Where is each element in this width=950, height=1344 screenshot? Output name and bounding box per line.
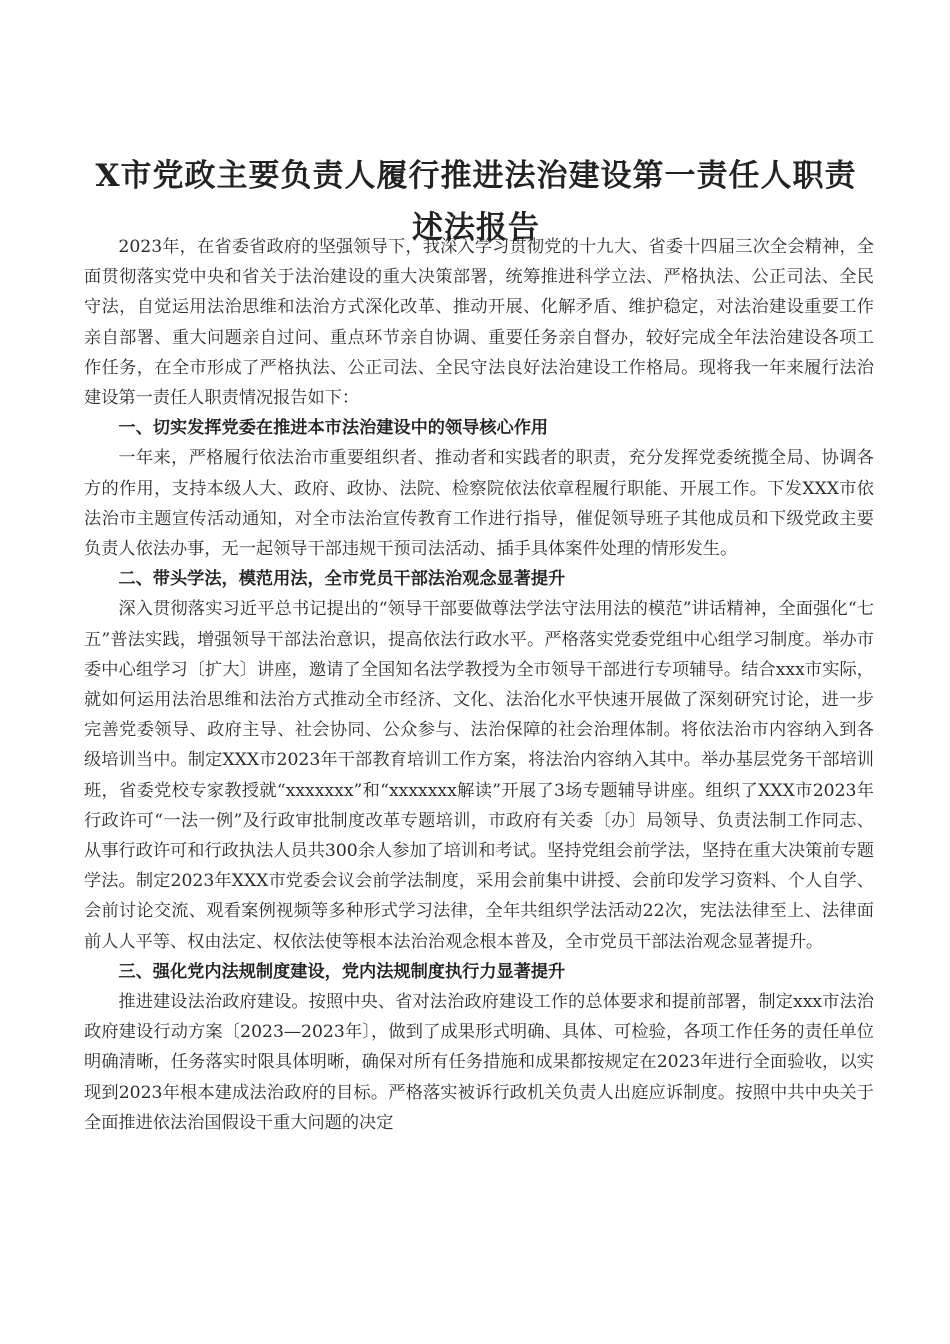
document-title: X市党政主要负责人履行推进法治建设第一责任人职责述法报告: [95, 158, 857, 246]
intro-paragraph: 2023年，在省委省政府的坚强领导下，我深入学习贯彻党的十九大、省委十四届三次全会精神，全面贯彻落实党中央和省关于法治建设的重大决策部署，统筹推进科学立法、严格执法、公正司法、全民守法，自觉运用法治思维和法治方式深化改革、推动开展、化解矛盾、维护稳定，对法治建设重要工作亲自部署、重大问题亲自过问、重点环节亲自协调、重要任务亲自督办，较好完成全年法治建设各项工作任务，在全市形成了严格执法、公正司法、全民守法良好法治建设工作格局。现将我一年来履行法治建设第一责任人职责情况报告如下：: [84, 237, 874, 409]
section-paragraph-1: 一年来，严格履行依法治市重要组织者、推动者和实践者的职责，充分发挥党委统揽全局、协调各方的作用，支持本级人大、政府、政协、法院、检察院依法依章程履行职能、开展工作。下发XXX市依法治市主题宣传活动通知，对全市法治宣传教育工作进行指导，催促领导班子其他成员和下级党政主要负责人依法办事，无一起领导干部违规干预司法活动、插手具体案件处理的情形发生。: [84, 448, 874, 560]
section-heading-1: 一、切实发挥党委在推进本市法治建设中的领导核心作用: [118, 418, 549, 439]
section-heading-2: 二、带头学法，模范用法，全市党员干部法治观念显著提升: [118, 569, 566, 590]
section-paragraph-3: 推进建设法治政府建设。按照中央、省对法治政府建设工作的总体要求和提前部署，制定xxx市法治政府建设行动方案〔2023—2023年〕，做到了成果形式明确、具体、可检验，各项工作任务的责任单位明确清晰，任务落实时限具体明晰，确保对所有任务措施和成果都按规定在2023年进行全面验收，以实现到2023年根本建成法治政府的目标。严格落实被诉行政机关负责人出庭应诉制度。按照中共中央关于全面推进依法治国假设干重大问题的决定: [84, 992, 874, 1133]
document-body: [84, 232, 874, 1138]
section-heading-3: 三、强化党内法规制度建设，党内法规制度执行力显著提升: [118, 961, 566, 982]
section-paragraph-2: 深入贯彻落实习近平总书记提出的“领导干部要做尊法学法守法用法的模范”讲话精神，全面强化“七五”普法实践，增强领导干部法治意识，提高依法行政水平。严格落实党委党组中心组学习制度。举办市委中心组学习〔扩大〕讲座，邀请了全国知名法学教授为全市领导干部进行专项辅导。结合xxx市实际，就如何运用法治思维和法治方式推动全市经济、文化、法治化水平快速开展做了深刻研究讨论，进一步完善党委领导、政府主导、社会协同、公众参与、法治保障的社会治理体制。将依法治市内容纳入到各级培训当中。制定XXX市2023年干部教育培训工作方案，将法治内容纳入其中。举办基层党务干部培训班，省委党校专家教授就“xxxxxxx”和“xxxxxxx解读”开展了3场专题辅导讲座。组织了XXX市2023年行政许可“一法一例”及行政审批制度改革专题培训，市政府有关委〔办〕局领导、负责法制工作同志、从事行政许可和行政执法人员共300余人参加了培训和考试。坚持党组会前学法，坚持在重大决策前专题学法。制定2023年XXX市党委会议会前学法制度，采用会前集中讲授、会前印发学习资料、个人自学、会前讨论交流、观看案例视频等多种形式学习法律，全年共组织学法活动22次，宪法法律至上、法律面前人人平等、权由法定、权依法使等根本法治治观念根本普及，全市党员干部法治观念显著提升。: [84, 599, 874, 952]
